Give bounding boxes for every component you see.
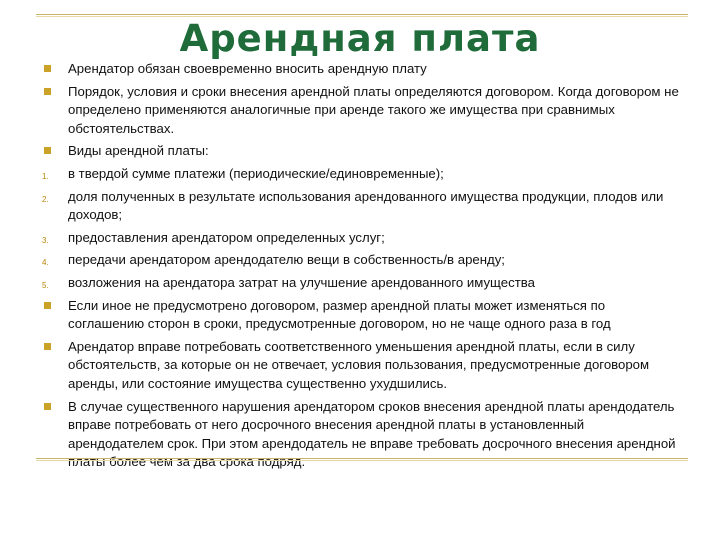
item-text: В случае существенного нарушения арендатором сроков внесения арендной платы арендодатель вправе потребовать от него досрочного внесения арендной платы в установленный арендодателем срок. При этом арендодатель не вправе требовать досрочного внесения арендной платы более чем за два срока подряд.: [68, 398, 676, 470]
bullet-square-icon: [44, 302, 51, 309]
item-text: доля полученных в результате использования арендованного имущества продукции, плодов или доходов;: [68, 188, 664, 223]
numbered-item: [42, 188, 682, 225]
bottom-divider: [36, 458, 688, 461]
numbered-item: [42, 251, 682, 270]
slide-title: Арендная плата: [179, 17, 541, 60]
item-text: Если иное не предусмотрено договором, размер арендной платы может изменяться по соглашению сторон в сроки, предусмотренные договором, но не чаще одного раза в год: [68, 297, 611, 332]
slide-body: [42, 60, 682, 476]
list-item: [42, 338, 682, 394]
item-text: Арендатор вправе потребовать соответственного уменьшения арендной платы, если в силу обстоятельств, за которые он не отвечает, условия пользования, предусмотренные договором аренды, или состояние имущества существенно ухудшились.: [68, 338, 650, 391]
bullet-square-icon: [44, 343, 51, 350]
item-number: 4.: [42, 258, 49, 268]
item-text: возложения на арендатора затрат на улучшение арендованного имущества: [68, 274, 535, 290]
item-number: 2.: [42, 194, 49, 204]
item-text: Арендатор обязан своевременно вносить арендную плату: [68, 61, 427, 76]
item-number: 1.: [42, 171, 49, 181]
item-text: в твердой сумме платежи (периодические/единовременные);: [68, 165, 444, 181]
numbered-item: [42, 274, 682, 293]
bullet-square-icon: [44, 147, 51, 154]
item-text: Виды арендной платы:: [68, 143, 209, 159]
item-number: 5.: [42, 280, 49, 290]
list-item: [42, 297, 682, 334]
numbered-item: [42, 165, 682, 184]
item-text: Порядок, условия и сроки внесения арендной платы определяются договором. Когда договором не определено применяются аналогичные при аренде такого же имущества при сравнимых обстоятельствах.: [68, 83, 679, 136]
item-text: передачи арендатором арендодателю вещи в собственность/в аренду;: [68, 252, 505, 268]
numbered-item: [42, 229, 682, 248]
list-item: [42, 83, 682, 139]
bullet-square-icon: [44, 65, 51, 72]
bullet-square-icon: [44, 403, 51, 410]
item-number: 3.: [42, 235, 49, 245]
list-item: [42, 60, 682, 79]
bullet-square-icon: [44, 88, 51, 95]
list-item: [42, 142, 682, 161]
item-text: предоставления арендатором определенных услуг;: [68, 229, 385, 245]
